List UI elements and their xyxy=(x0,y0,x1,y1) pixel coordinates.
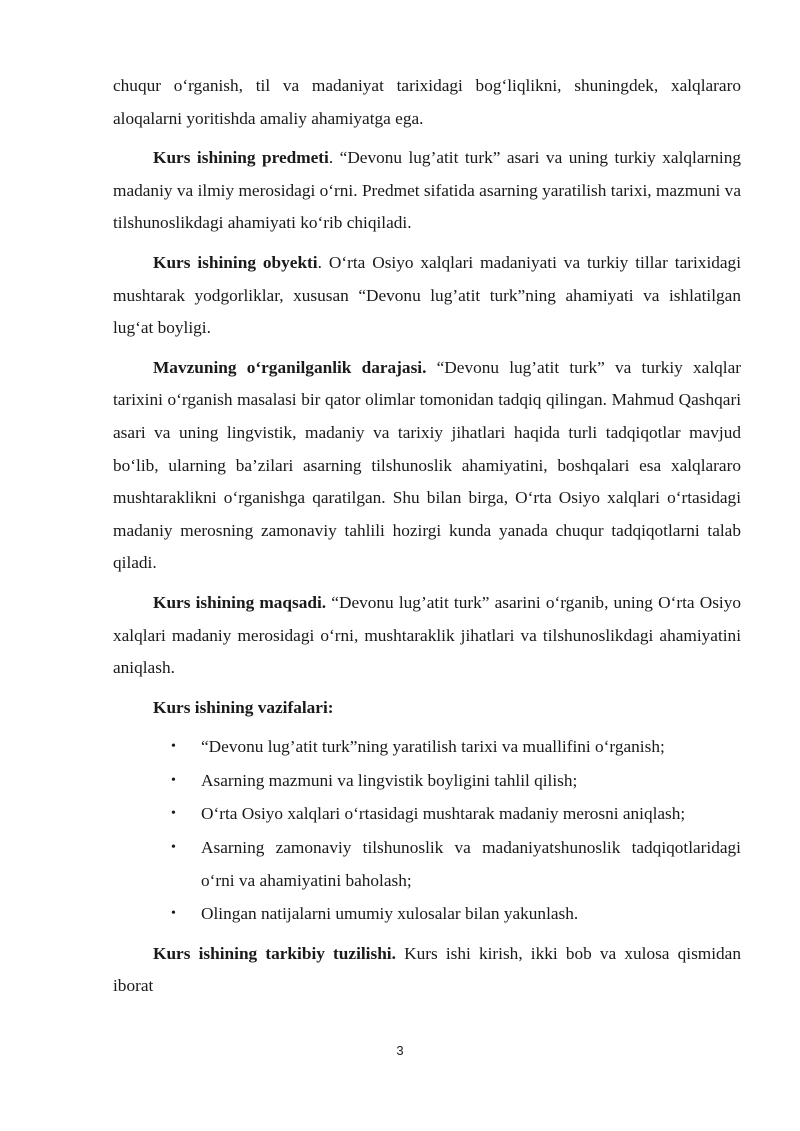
object-text: . O‘rta Osiyo xalqlari madaniyati va turkiy tillar tarixidagi mushtarak yodgorliklar, xususan “Devonu lug’atit turk”ning ahamiyati va ishlatilgan lug‘at boyligi. xyxy=(113,252,741,338)
task-text: Olingan natijalarni umumiy xulosalar bilan yakunlash. xyxy=(201,904,579,924)
tasks-heading-paragraph xyxy=(113,692,741,725)
task-text: O‘rta Osiyo xalqlari o‘rtasidagi mushtarak madaniy merosni aniqlash; xyxy=(201,804,686,824)
task-text: Asarning mazmuni va lingvistik boyligini tahlil qilish; xyxy=(201,770,578,790)
degree-text: “Devonu lug’atit turk” va turkiy xalqlar tarixini o‘rganish masalasi bir qator olimlar tomonidan tadqiq qilingan. Mahmud Qashqari asari va uning lingvistik, madaniy va tarixiy jihatlari haqida turli tadqiqotlar mavjud bo‘lib, ularning ba’zilari asarning tilshunoslik ahamiyatini, boshqalari esa xalqlararo mushtaraklikni o‘rganishga qaratilgan. Shu bilan birga, O‘rta Osiyo xalqlari o‘rtasidagi madaniy merosning zamonaviy tahlili hozirgi kunda yanada chuqur tadqiqotlarni talab qiladi. xyxy=(113,357,742,573)
page-number: 3 xyxy=(396,1043,404,1058)
bullet-icon: • xyxy=(171,906,176,922)
tasks-list xyxy=(113,731,741,931)
structure-paragraph xyxy=(113,938,741,1003)
bullet-icon: • xyxy=(171,840,176,856)
page-body xyxy=(113,70,741,1010)
intro-continuation-paragraph: chuqur o‘rganish, til va madaniyat tarixidagi bog‘liqlikni, shuningdek, xalqlararo aloqalarni yoritishda amaliy ahamiyatga ega. xyxy=(113,76,741,128)
task-text: “Devonu lug’atit turk”ning yaratilish tarixi va muallifini o‘rganish; xyxy=(201,737,665,757)
bullet-icon: • xyxy=(171,739,176,755)
goal-paragraph xyxy=(113,587,741,685)
subject-paragraph xyxy=(113,142,741,240)
goal-text: “Devonu lug’atit turk” asarini o‘rganib, uning O‘rta Osiyo xalqlari madaniy merosidagi o‘rni, mushtaraklik jihatlari va tilshunoslikdagi ahamiyatini aniqlash. xyxy=(113,592,742,678)
tasks-heading: Kurs ishining vazifalari: xyxy=(153,697,334,717)
structure-text: Kurs ishi kirish, ikki bob va xulosa qismidan iborat xyxy=(113,943,741,996)
bullet-icon: • xyxy=(171,806,176,822)
list-item xyxy=(161,798,741,831)
list-item xyxy=(161,832,741,897)
degree-heading: Mavzuning o‘rganilganlik darajasi. xyxy=(153,357,427,377)
list-item xyxy=(161,731,741,764)
goal-heading: Kurs ishining maqsadi. xyxy=(153,592,327,612)
task-text: Asarning zamonaviy tilshunoslik va madaniyatshunoslik tadqiqotlaridagi o‘rni va ahamiyatini baholash; xyxy=(201,838,741,890)
subject-text: . “Devonu lug’atit turk” asari va uning turkiy xalqlarning madaniy va ilmiy merosidagi o‘rni. Predmet sifatida asarning yaratilish tarixi, mazmuni va tilshunoslikdagi ahamiyati ko‘rib chiqiladi. xyxy=(113,148,741,233)
bullet-icon: • xyxy=(171,772,176,788)
degree-paragraph xyxy=(113,352,741,580)
subject-heading: Kurs ishining predmeti xyxy=(153,148,329,168)
list-item xyxy=(161,765,741,798)
object-paragraph xyxy=(113,247,741,345)
list-item xyxy=(161,898,741,931)
structure-heading: Kurs ishining tarkibiy tuzilishi. xyxy=(153,943,396,963)
object-heading: Kurs ishining obyekti xyxy=(153,252,318,272)
